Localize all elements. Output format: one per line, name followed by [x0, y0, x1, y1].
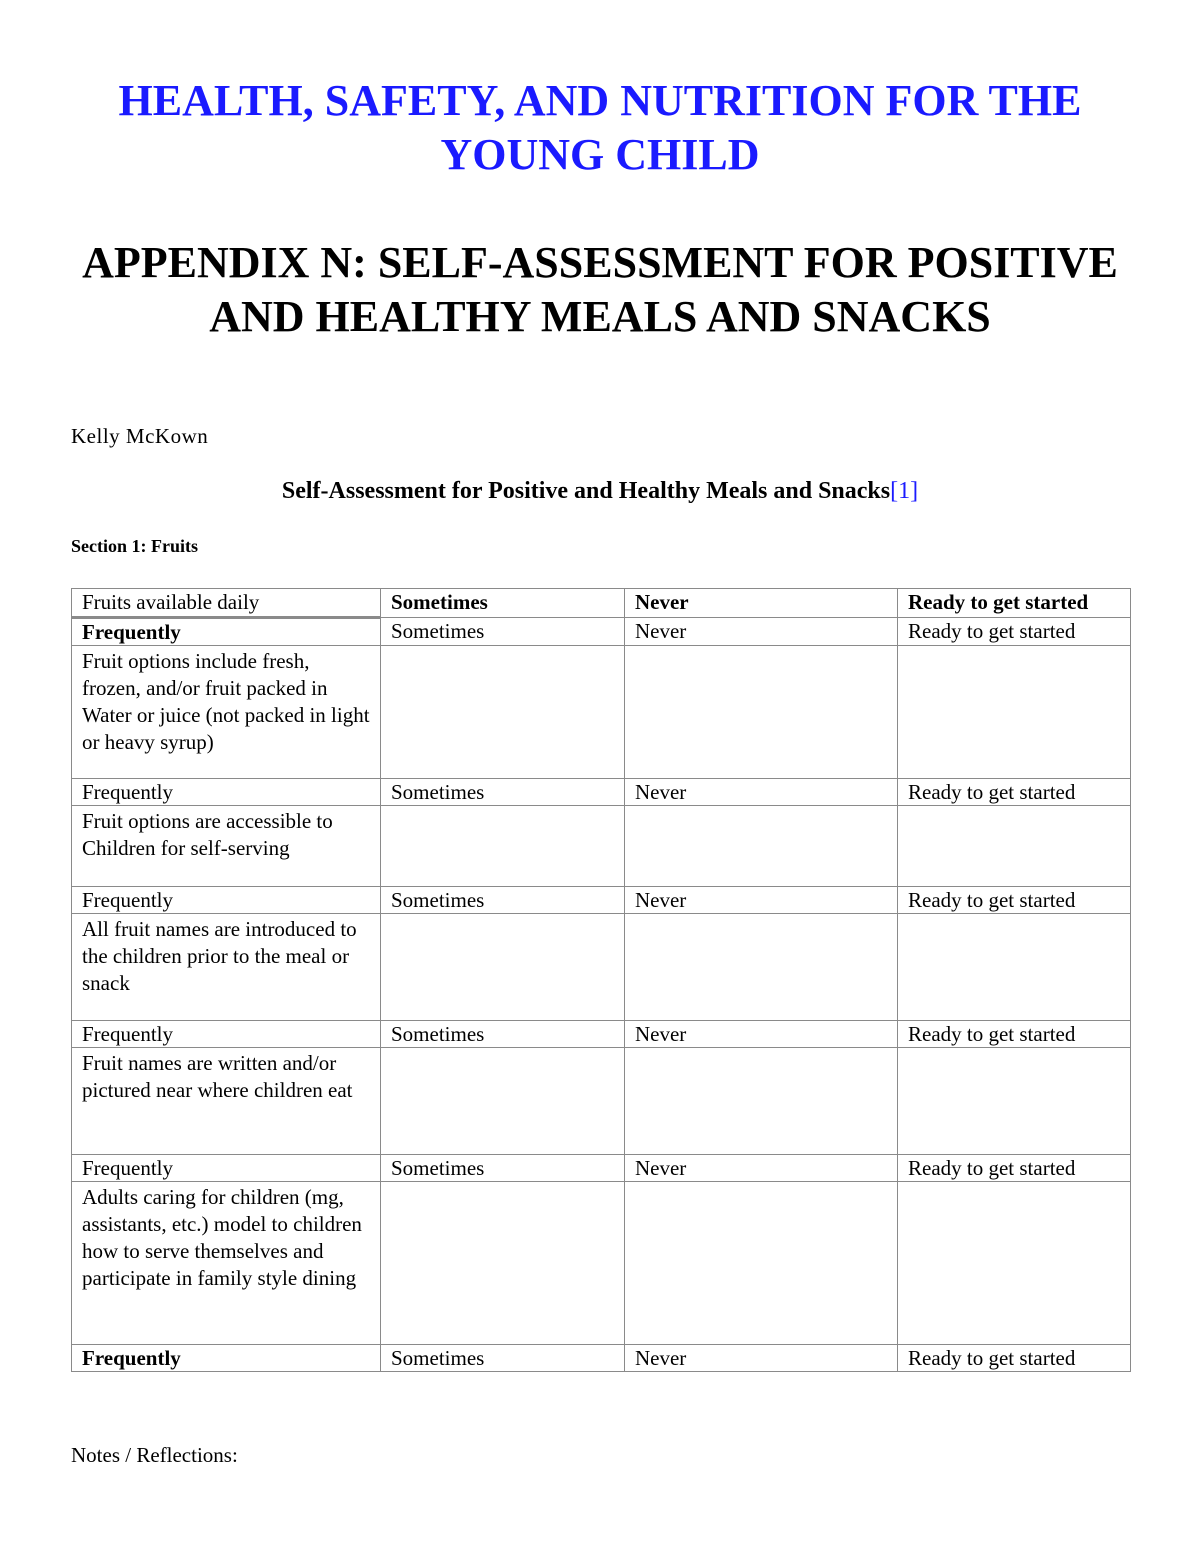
- header-cell: Fruits available daily: [72, 589, 381, 618]
- rating-option-frequently[interactable]: Frequently: [72, 618, 381, 646]
- rating-option-frequently[interactable]: Frequently: [72, 1345, 381, 1372]
- rating-option-never[interactable]: Never: [625, 1345, 898, 1372]
- rating-option-sometimes[interactable]: Sometimes: [381, 887, 625, 914]
- empty-cell: [381, 1048, 625, 1155]
- empty-cell: [898, 1048, 1131, 1155]
- table-header-row: [72, 589, 1131, 618]
- rating-option-ready[interactable]: Ready to get started: [898, 887, 1131, 914]
- header-cell: Never: [625, 589, 898, 618]
- rating-option-frequently[interactable]: Frequently: [72, 887, 381, 914]
- empty-cell: [898, 646, 1131, 779]
- rating-row: [72, 887, 1131, 914]
- rating-row: [72, 779, 1131, 806]
- empty-cell: [381, 914, 625, 1021]
- rating-option-sometimes[interactable]: Sometimes: [381, 1345, 625, 1372]
- rating-row: [72, 1345, 1131, 1372]
- table-row: [72, 1048, 1131, 1155]
- table-row: [72, 914, 1131, 1021]
- appendix-title: APPENDIX N: SELF-ASSESSMENT FOR POSITIVE AND HEALTHY MEALS AND SNACKS: [82, 238, 1118, 341]
- rating-option-ready[interactable]: Ready to get started: [898, 618, 1131, 646]
- empty-cell: [898, 806, 1131, 887]
- rating-option-frequently[interactable]: Frequently: [72, 1155, 381, 1182]
- assessment-item: All fruit names are introduced to the children prior to the meal or snack: [72, 914, 381, 1021]
- rating-row: [72, 618, 1131, 646]
- table-row: [72, 646, 1131, 779]
- assessment-item: Fruit options are accessible to Children for self-serving: [72, 806, 381, 887]
- assessment-heading: [60, 478, 1140, 505]
- author-name: Kelly McKown: [71, 424, 209, 448]
- empty-cell: [625, 914, 898, 1021]
- rating-option-never[interactable]: Never: [625, 779, 898, 806]
- rating-option-ready[interactable]: Ready to get started: [898, 1021, 1131, 1048]
- section-label: Section 1: Fruits: [71, 536, 198, 556]
- assessment-table: [71, 588, 1131, 1372]
- rating-option-ready[interactable]: Ready to get started: [898, 1345, 1131, 1372]
- rating-option-ready[interactable]: Ready to get started: [898, 779, 1131, 806]
- empty-cell: [898, 914, 1131, 1021]
- empty-cell: [898, 1182, 1131, 1345]
- empty-cell: [625, 806, 898, 887]
- rating-option-never[interactable]: Never: [625, 1021, 898, 1048]
- rating-option-sometimes[interactable]: Sometimes: [381, 1155, 625, 1182]
- empty-cell: [381, 1182, 625, 1345]
- empty-cell: [625, 646, 898, 779]
- rating-option-sometimes[interactable]: Sometimes: [381, 618, 625, 646]
- rating-option-never[interactable]: Never: [625, 1155, 898, 1182]
- header-cell: Ready to get started: [898, 589, 1131, 618]
- header-cell: Sometimes: [381, 589, 625, 618]
- assessment-item: Fruit options include fresh, frozen, and/or fruit packed in Water or juice (not packed in light or heavy syrup): [72, 646, 381, 779]
- rating-option-never[interactable]: Never: [625, 887, 898, 914]
- assessment-heading-text: Self-Assessment for Positive and Healthy Meals and Snacks: [281, 478, 891, 504]
- assessment-item: Adults caring for children (mg, assistants, etc.) model to children how to serve themselves and participate in family style dining: [72, 1182, 381, 1345]
- empty-cell: [381, 806, 625, 887]
- empty-cell: [381, 646, 625, 779]
- footnote-link[interactable]: [1]: [890, 478, 919, 504]
- notes-label: Notes / Reflections:: [71, 1443, 238, 1467]
- assessment-item: Fruit names are written and/or pictured near where children eat: [72, 1048, 381, 1155]
- rating-option-ready[interactable]: Ready to get started: [898, 1155, 1131, 1182]
- rating-row: [72, 1155, 1131, 1182]
- rating-option-sometimes[interactable]: Sometimes: [381, 779, 625, 806]
- empty-cell: [625, 1048, 898, 1155]
- rating-option-frequently[interactable]: Frequently: [72, 779, 381, 806]
- table-row: [72, 1182, 1131, 1345]
- book-title: HEALTH, SAFETY, AND NUTRITION FOR THE YOUNG CHILD: [118, 76, 1082, 179]
- rating-option-never[interactable]: Never: [625, 618, 898, 646]
- rating-row: [72, 1021, 1131, 1048]
- rating-option-sometimes[interactable]: Sometimes: [381, 1021, 625, 1048]
- table-row: [72, 806, 1131, 887]
- rating-option-frequently[interactable]: Frequently: [72, 1021, 381, 1048]
- empty-cell: [625, 1182, 898, 1345]
